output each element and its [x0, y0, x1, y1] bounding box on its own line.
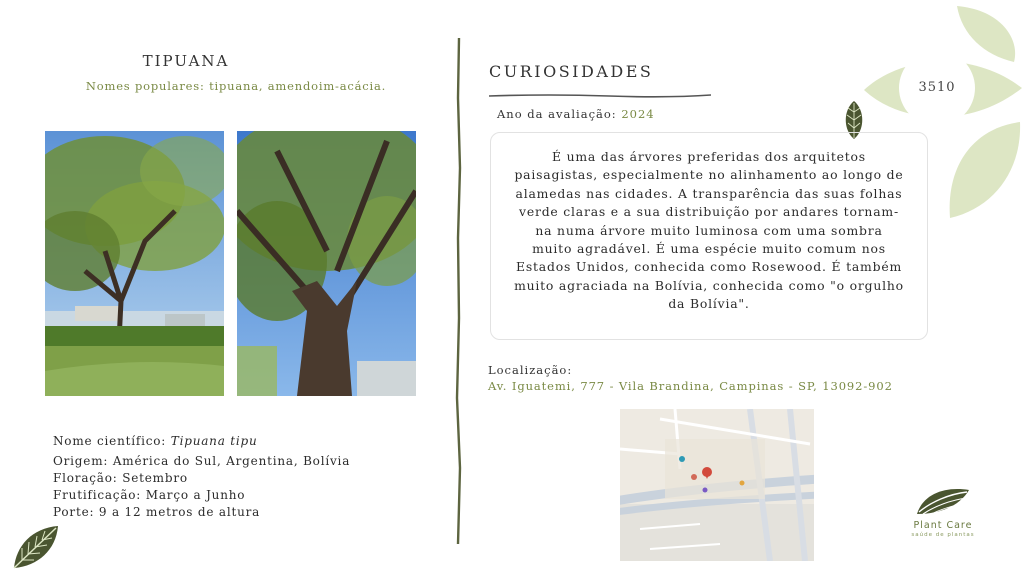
- location-label: Localização:: [488, 363, 573, 377]
- curiosities-title: CURIOSIDADES: [489, 62, 654, 81]
- tree-facts: [53, 433, 350, 521]
- tree-title: TIPUANA: [142, 52, 230, 70]
- scientific-name-line: [53, 433, 350, 450]
- leaf-icon: [8, 522, 62, 572]
- year-value: 2024: [621, 107, 655, 121]
- curiosities-text: É uma das árvores preferidas dos arquitetos paisagistas, especialmente no alinhamento ao longo de alamedas nas cidades. A transparência das suas folhas verde claras e a sua distribuição por andares tornam-na numa árvore muito luminosa com uma sombra muito agradável. É uma espécie muito comum nos Estados Unidos, conhecida como Rosewood. É também muito agraciada na Bolívia, conhecida como "o orgulho da Bolívia".: [514, 149, 904, 312]
- flowering-line: Floração: Setembro: [53, 471, 188, 485]
- tree-number: 3510: [918, 80, 956, 95]
- scientific-name-value: Tipuana tipu: [170, 434, 258, 448]
- popular-names: Nomes populares: tipuana, amendoim-acácia.: [85, 79, 387, 93]
- fruiting-line: Frutificação: Março a Junho: [53, 488, 246, 502]
- origin-line: Origem: América do Sul, Argentina, Bolívia: [53, 454, 351, 468]
- brand-tagline: saúde de plantas: [911, 532, 975, 538]
- tree-photo-full: [45, 131, 224, 396]
- brand-name: Plant Care: [913, 520, 973, 531]
- title-underline: [489, 84, 711, 90]
- location-address: Av. Iguatemi, 777 - Vila Brandina, Campinas - SP, 13092-902: [488, 379, 893, 393]
- scientific-name-label: Nome científico:: [53, 434, 171, 448]
- size-line: Porte: 9 a 12 metros de altura: [53, 505, 261, 519]
- evaluation-year: [497, 107, 655, 121]
- location-map[interactable]: [620, 409, 814, 561]
- tree-photo-trunk: [237, 131, 416, 396]
- decorative-leaves: [862, 0, 1024, 225]
- year-label: Ano da avaliação:: [497, 107, 622, 121]
- vertical-divider: [452, 38, 466, 544]
